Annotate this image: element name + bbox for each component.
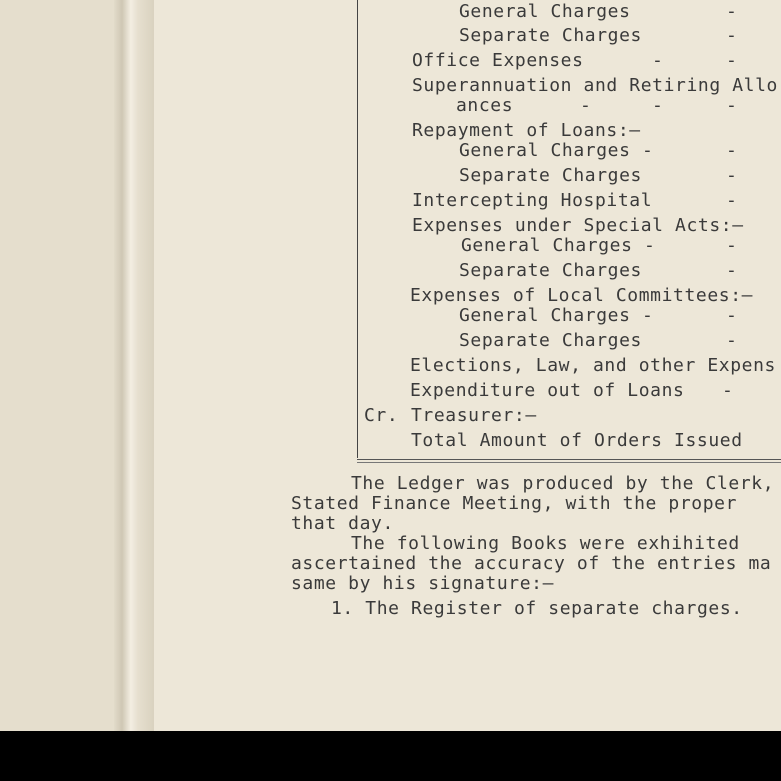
- leader-dash: -: [726, 140, 737, 161]
- table-row-label: General Charges: [459, 1, 631, 22]
- table-row-label: Separate Charges: [459, 330, 642, 351]
- table-row-label: Expenses under Special Acts:—: [412, 215, 744, 236]
- black-border: [0, 731, 781, 781]
- table-row-label: Expenses of Local Committees:—: [410, 285, 754, 306]
- leader-dash: -: [722, 380, 733, 401]
- table-bottom-rule-2: [357, 462, 781, 463]
- paragraph-line: ascertained the accuracy of the entries ma: [291, 553, 772, 574]
- cr-label: Cr.: [364, 405, 399, 426]
- table-row-label: Separate Charges: [459, 25, 642, 46]
- leader-dash: -: [652, 95, 663, 116]
- table-row-label: Elections, Law, and other Expens: [410, 355, 776, 376]
- leader-dash: -: [726, 190, 737, 211]
- table-row-label: General Charges -: [461, 235, 656, 256]
- leader-dash: -: [726, 305, 737, 326]
- table-row-label: Total Amount of Orders Issued: [411, 430, 743, 451]
- left-page: [0, 0, 124, 731]
- table-bottom-rule: [357, 459, 781, 460]
- leader-dash: -: [726, 95, 737, 116]
- table-row-label: Treasurer:—: [411, 405, 537, 426]
- table-row-label: Superannuation and Retiring Allo: [412, 75, 778, 96]
- list-item: 1. The Register of separate charges.: [331, 598, 743, 619]
- table-row-label: Office Expenses: [412, 50, 584, 71]
- leader-dash: -: [726, 165, 737, 186]
- leader-dash: -: [726, 50, 737, 71]
- leader-dash: -: [726, 330, 737, 351]
- table-row-label: ances: [456, 95, 514, 116]
- table-left-rule: [357, 0, 358, 458]
- leader-dash: -: [726, 1, 737, 22]
- leader-dash: -: [580, 95, 591, 116]
- table-row-label: Expenditure out of Loans: [410, 380, 685, 401]
- table-row-label: Intercepting Hospital: [412, 190, 653, 211]
- paragraph-line: The following Books were exhihited: [351, 533, 740, 554]
- table-row-label: General Charges -: [459, 140, 654, 161]
- leader-dash: -: [726, 260, 737, 281]
- table-row-label: Separate Charges: [459, 165, 642, 186]
- paragraph-line: same by his signature:—: [291, 573, 555, 594]
- paragraph-line: that day.: [291, 513, 394, 534]
- leader-dash: -: [726, 25, 737, 46]
- table-row-label: Repayment of Loans:—: [412, 120, 641, 141]
- book-gutter: [114, 0, 154, 731]
- leader-dash: -: [652, 50, 663, 71]
- table-row-label: Separate Charges: [459, 260, 642, 281]
- table-row-label: General Charges -: [459, 305, 654, 326]
- paragraph-line: Stated Finance Meeting, with the proper: [291, 493, 738, 514]
- leader-dash: -: [726, 235, 737, 256]
- paragraph-line: The Ledger was produced by the Clerk,: [351, 473, 775, 494]
